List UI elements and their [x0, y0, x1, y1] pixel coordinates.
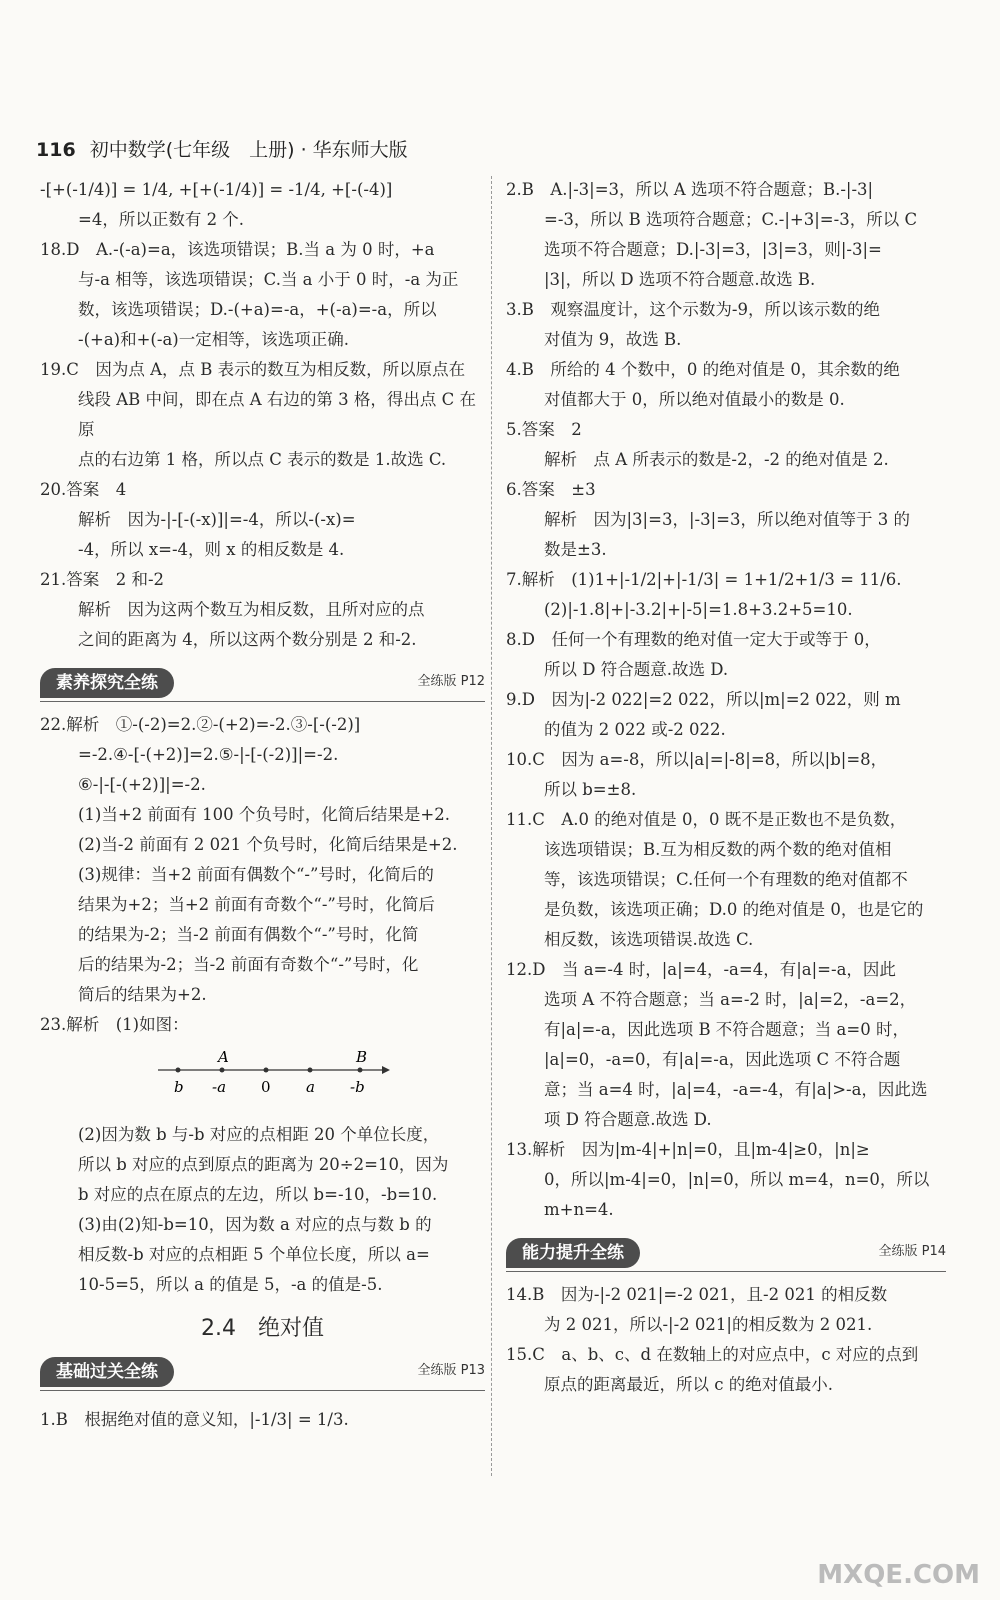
q2-line: 2.B A.|-3|=3，所以 A 选项不符合题意；B.-|-3|	[506, 180, 874, 199]
q2-line: |3|，所以 D 选项不符合题意.故选 B.	[544, 270, 816, 289]
column-divider	[491, 176, 492, 1476]
q18-line: 18.D A.-(-a)=a，该选项错误；B.当 a 为 0 时，+a	[40, 240, 435, 259]
q23-line: 所以 b 对应的点到原点的距离为 20÷2=10，因为	[78, 1155, 449, 1174]
q22-line: 的结果为-2；当-2 前面有偶数个“-”号时，化简	[78, 925, 419, 944]
q22-line: (1)当+2 前面有 100 个负号时，化简后结果是+2.	[78, 805, 450, 824]
q19-line: 点的右边第 1 格，所以点 C 表示的数是 1.故选 C.	[78, 450, 447, 469]
q11-line: 该选项错误；B.互为相反数的两个数的绝对值相	[544, 840, 892, 859]
q22-line: ⑥-|-[-(+2)]|=-2.	[78, 775, 206, 794]
q3-line: 对值为 9，故选 B.	[544, 330, 682, 349]
page-number: 116	[36, 139, 76, 161]
q12-line: 12.D 当 a=-4 时，|a|=4，-a=4，有|a|=-a，因此	[506, 960, 896, 979]
q11-line: 等，该选项错误；C.任何一个有理数的绝对值都不	[544, 870, 908, 889]
q11-line: 是负数，该选项正确；D.0 的绝对值是 0，也是它的	[544, 900, 924, 919]
section-ref: 全练版 P12	[417, 674, 485, 689]
q2-line: 选项不符合题意；D.|-3|=3，|3|=3，则|-3|=	[544, 240, 882, 259]
section-ref: 全练版 P14	[878, 1244, 946, 1259]
q21-line: 解析 因为这两个数互为相反数，且所对应的点	[78, 600, 425, 619]
q6-line: 解析 因为|3|=3，|-3|=3，所以绝对值等于 3 的	[544, 510, 910, 529]
q1-line: 1.B 根据绝对值的意义知，|-1/3| = 1/3.	[40, 1410, 349, 1429]
q11-line: 11.C A.0 的绝对值是 0，0 既不是正数也不是负数，	[506, 810, 907, 829]
axis-arrow-icon	[382, 1066, 390, 1074]
q6-line: 数是±3.	[544, 540, 607, 559]
number-line-figure	[40, 1046, 485, 1112]
q20-line: -4，所以 x=-4，则 x 的相反数是 4.	[78, 540, 345, 559]
section-bar-nengli	[506, 1235, 946, 1272]
left-column	[40, 175, 485, 1435]
q20-line: 20.答案 4	[40, 480, 127, 499]
point-neg-a	[220, 1068, 225, 1073]
q22-line: (2)当-2 前面有 2 021 个负号时，化简后结果是+2.	[78, 835, 458, 854]
q15-line: 原点的距离最近，所以 c 的绝对值最小.	[544, 1375, 833, 1394]
intro-line: -[+(-1/4)] = 1/4, +[+(-1/4)] = -1/4, +[-(-4)]	[40, 180, 393, 199]
q14-line: 为 2 021，所以-|-2 021|的相反数为 2 021.	[544, 1315, 873, 1334]
q23-line: (2)因为数 b 与-b 对应的点相距 20 个单位长度，	[78, 1125, 440, 1144]
q22-line: (3)规律：当+2 前面有偶数个“-”号时，化简后的	[78, 865, 434, 884]
q12-line: |a|=0，-a=0，有|a|=-a，因此选项 C 不符合题	[544, 1050, 901, 1069]
page-header	[36, 135, 408, 162]
number-line-svg	[150, 1046, 390, 1102]
q12-line: 项 D 符合题意.故选 D.	[544, 1110, 712, 1129]
section-label: 素养探究全练	[40, 668, 174, 698]
q8-line: 所以 D 符合题意.故选 D.	[544, 660, 729, 679]
q19-line: 19.C 因为点 A，点 B 表示的数互为相反数，所以原点在	[40, 360, 466, 379]
q23-line: b 对应的点在原点的左边，所以 b=-10，-b=10.	[78, 1185, 438, 1204]
point-b	[176, 1068, 181, 1073]
q10-line: 所以 b=±8.	[544, 780, 637, 799]
q2-line: =-3，所以 B 选项符合题意；C.-|+3|=-3，所以 C	[544, 210, 918, 229]
q21-line: 21.答案 2 和-2	[40, 570, 165, 589]
right-column	[506, 175, 946, 1400]
q18-line: 数，该选项错误；D.-(+a)=-a，+(-a)=-a，所以	[78, 300, 437, 319]
section-title: 2.4 绝对值	[201, 1316, 324, 1341]
q12-line: 有|a|=-a，因此选项 B 不符合题意；当 a=0 时，	[544, 1020, 909, 1039]
q8-line: 8.D 任何一个有理数的绝对值一定大于或等于 0，	[506, 630, 881, 649]
q18-line: -(+a)和+(-a)一定相等，该选项正确.	[78, 330, 349, 349]
section-label: 能力提升全练	[506, 1238, 640, 1268]
q13-line: 13.解析 因为|m-4|+|n|=0，且|m-4|≥0，|n|≥	[506, 1140, 870, 1159]
q23-line: 10-5=5，所以 a 的值是 5，-a 的值是-5.	[78, 1275, 383, 1294]
q7-line: (2)|-1.8|+|-3.2|+|-5|=1.8+3.2+5=10.	[544, 600, 853, 619]
q13-line: m+n=4.	[544, 1200, 614, 1219]
label-B: B	[356, 1048, 368, 1066]
tick-neg-b: -b	[350, 1078, 365, 1096]
q22-line: =-2.④-[-(+2)]=2.⑤-|-[-(-2)]|=-2.	[78, 745, 339, 764]
q22-line: 简后的结果为+2.	[78, 985, 207, 1004]
q23-line: (3)由(2)知-b=10，因为数 a 对应的点与数 b 的	[78, 1215, 432, 1234]
section-bar-jichu	[40, 1354, 485, 1391]
section-label: 基础过关全练	[40, 1357, 174, 1387]
tick-a: a	[306, 1078, 315, 1096]
q13-line: 0，所以|m-4|=0，|n|=0，所以 m=4，n=0，所以	[544, 1170, 930, 1189]
tick-neg-a: -a	[212, 1078, 227, 1096]
q12-line: 选项 A 不符合题意；当 a=-2 时，|a|=2，-a=2，	[544, 990, 917, 1009]
q22-line: 后的结果为-2；当-2 前面有奇数个“-”号时，化	[78, 955, 419, 974]
q11-line: 相反数，该选项错误.故选 C.	[544, 930, 754, 949]
label-A: A	[218, 1048, 229, 1066]
q4-line: 对值都大于 0，所以绝对值最小的数是 0.	[544, 390, 845, 409]
section-bar-suyang	[40, 665, 485, 702]
q12-line: 意；当 a=4 时，|a|=4，-a=-4，有|a|>-a，因此选	[544, 1080, 928, 1099]
q9-line: 9.D 因为|-2 022|=2 022，所以|m|=2 022，则 m	[506, 690, 901, 709]
q20-line: 解析 因为-|-[-(-x)]|=-4，所以-(-x)=	[78, 510, 356, 529]
q4-line: 4.B 所给的 4 个数中，0 的绝对值是 0，其余数的绝	[506, 360, 900, 379]
q22-line: 22.解析 ①-(-2)=2.②-(+2)=-2.③-[-(-2)]	[40, 715, 361, 734]
q6-line: 6.答案 ±3	[506, 480, 596, 499]
q5-line: 解析 点 A 所表示的数是-2，-2 的绝对值是 2.	[544, 450, 889, 469]
book-title: 初中数学(七年级 上册) · 华东师大版	[89, 139, 408, 161]
q7-line: 7.解析 (1)1+|-1/2|+|-1/3| = 1+1/2+1/3 = 11/6.	[506, 570, 902, 589]
q5-line: 5.答案 2	[506, 420, 582, 439]
q23-head: 23.解析 (1)如图：	[40, 1015, 189, 1034]
q15-line: 15.C a、b、c、d 在数轴上的对应点中，c 对应的点到	[506, 1345, 919, 1364]
point-a	[308, 1068, 313, 1073]
point-origin	[264, 1068, 269, 1073]
q19-line: 线段 AB 中间，即在点 A 右边的第 3 格，得出点 C 在原	[78, 390, 477, 439]
intro-line: =4，所以正数有 2 个.	[78, 210, 245, 229]
tick-zero: 0	[261, 1078, 271, 1096]
q14-line: 14.B 因为-|-2 021|=-2 021，且-2 021 的相反数	[506, 1285, 888, 1304]
q10-line: 10.C 因为 a=-8，所以|a|=|-8|=8，所以|b|=8，	[506, 750, 888, 769]
q3-line: 3.B 观察温度计，这个示数为-9，所以该示数的绝	[506, 300, 880, 319]
watermark: MXQE.COM	[817, 1560, 980, 1590]
point-neg-b	[358, 1068, 363, 1073]
q21-line: 之间的距离为 4，所以这两个数分别是 2 和-2.	[78, 630, 417, 649]
tick-b: b	[174, 1078, 184, 1096]
q22-line: 结果为+2；当+2 前面有奇数个“-”号时，化简后	[78, 895, 435, 914]
q23-line: 相反数-b 对应的点相距 5 个单位长度，所以 a=	[78, 1245, 430, 1264]
section-ref: 全练版 P13	[417, 1363, 485, 1378]
q18-line: 与-a 相等，该选项错误；C.当 a 小于 0 时，-a 为正	[78, 270, 459, 289]
q9-line: 的值为 2 022 或-2 022.	[544, 720, 726, 739]
